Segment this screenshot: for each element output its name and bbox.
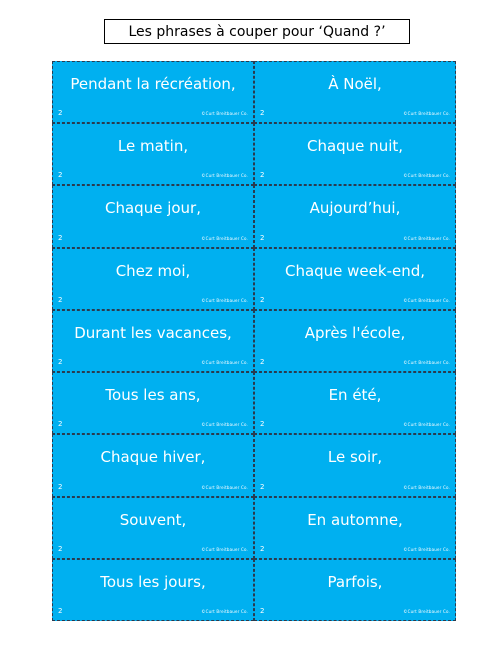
card-number: 2	[260, 606, 265, 615]
phrase-card	[52, 372, 254, 434]
card-copyright: ©Curt Breitbauer Co.	[201, 484, 248, 490]
page-title: Les phrases à couper pour ‘Quand ?’	[104, 19, 410, 44]
card-copyright: ©Curt Breitbauer Co.	[201, 235, 248, 241]
phrase-card	[254, 123, 456, 185]
phrase-card	[52, 61, 254, 123]
card-number: 2	[260, 171, 265, 180]
card-phrase: Parfois,	[327, 572, 383, 591]
card-phrase: Chaque nuit,	[306, 137, 404, 156]
phrase-card	[254, 497, 456, 559]
card-copyright: ©Curt Breitbauer Co.	[201, 297, 248, 303]
phrase-card	[254, 310, 456, 372]
card-number: 2	[260, 482, 265, 491]
card-copyright: ©Curt Breitbauer Co.	[403, 546, 450, 552]
card-number: 2	[260, 420, 265, 429]
phrase-card	[52, 248, 254, 310]
card-copyright: ©Curt Breitbauer Co.	[201, 173, 248, 179]
card-copyright: ©Curt Breitbauer Co.	[403, 297, 450, 303]
card-phrase: Le matin,	[117, 137, 189, 156]
phrase-card	[52, 434, 254, 496]
card-phrase: Chaque hiver,	[100, 448, 206, 467]
card-number: 2	[58, 358, 63, 367]
phrase-card	[52, 123, 254, 185]
card-phrase: Après l'école,	[304, 323, 406, 342]
card-number: 2	[58, 420, 63, 429]
card-phrase: Souvent,	[119, 510, 187, 529]
card-copyright: ©Curt Breitbauer Co.	[403, 608, 450, 614]
card-sheet	[52, 61, 456, 621]
card-phrase: Durant les vacances,	[74, 323, 232, 342]
card-copyright: ©Curt Breitbauer Co.	[403, 360, 450, 366]
phrase-card	[254, 434, 456, 496]
card-phrase: Tous les jours,	[100, 572, 206, 591]
card-number: 2	[58, 233, 63, 242]
card-phrase: Pendant la récréation,	[70, 75, 236, 93]
card-number: 2	[58, 109, 63, 118]
card-copyright: ©Curt Breitbauer Co.	[201, 546, 248, 552]
card-number: 2	[58, 544, 63, 553]
card-copyright: ©Curt Breitbauer Co.	[201, 422, 248, 428]
card-copyright: ©Curt Breitbauer Co.	[403, 173, 450, 179]
card-phrase: Tous les ans,	[105, 386, 201, 405]
phrase-card	[52, 310, 254, 372]
phrase-card	[254, 372, 456, 434]
phrase-card	[52, 185, 254, 247]
card-phrase: En été,	[328, 386, 382, 405]
card-copyright: ©Curt Breitbauer Co.	[201, 360, 248, 366]
card-number: 2	[58, 482, 63, 491]
card-phrase: Le soir,	[327, 448, 383, 467]
card-phrase: À Noël,	[328, 75, 382, 93]
phrase-card	[254, 185, 456, 247]
card-number: 2	[58, 606, 63, 615]
card-number: 2	[260, 233, 265, 242]
card-phrase: Aujourd’hui,	[309, 199, 401, 218]
phrase-card	[52, 559, 254, 621]
card-phrase: Chaque jour,	[105, 199, 201, 218]
card-copyright: ©Curt Breitbauer Co.	[403, 111, 450, 117]
card-phrase: Chaque week-end,	[284, 261, 426, 280]
phrase-card	[254, 248, 456, 310]
card-number: 2	[260, 358, 265, 367]
card-number: 2	[58, 171, 63, 180]
card-copyright: ©Curt Breitbauer Co.	[403, 484, 450, 490]
card-phrase: En automne,	[307, 510, 403, 529]
card-copyright: ©Curt Breitbauer Co.	[403, 235, 450, 241]
card-copyright: ©Curt Breitbauer Co.	[201, 111, 248, 117]
phrase-card	[52, 497, 254, 559]
card-phrase: Chez moi,	[115, 261, 191, 280]
card-number: 2	[260, 544, 265, 553]
phrase-card	[254, 61, 456, 123]
card-number: 2	[58, 295, 63, 304]
phrase-card	[254, 559, 456, 621]
card-copyright: ©Curt Breitbauer Co.	[201, 608, 248, 614]
card-number: 2	[260, 295, 265, 304]
card-number: 2	[260, 109, 265, 118]
card-copyright: ©Curt Breitbauer Co.	[403, 422, 450, 428]
